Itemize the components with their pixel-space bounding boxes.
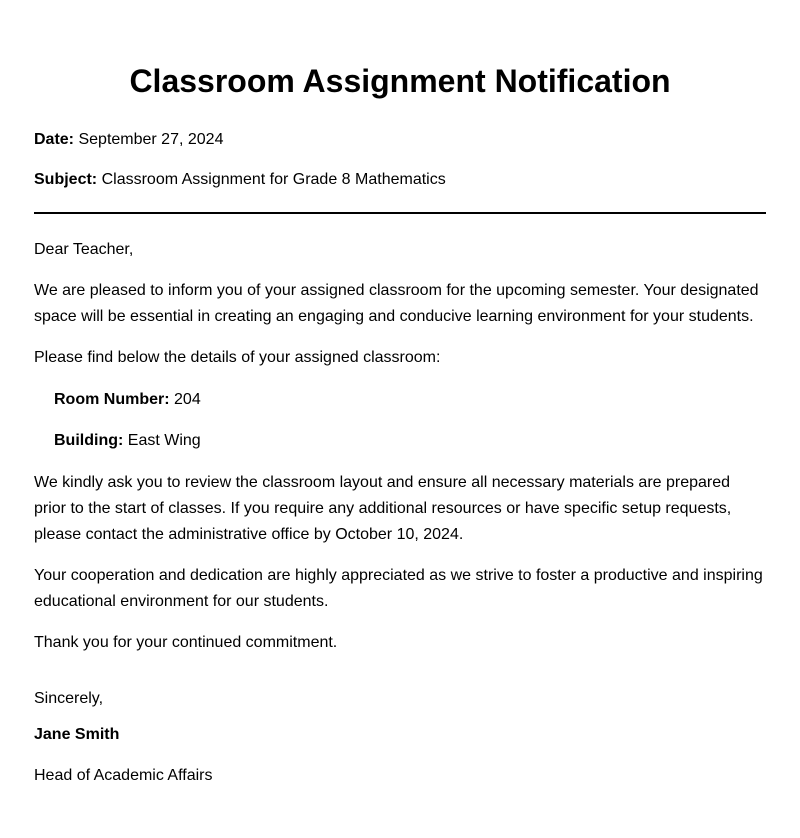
- detail-room-number: [54, 387, 766, 413]
- date-value: September 27, 2024: [78, 131, 224, 148]
- subject-line: [34, 170, 766, 190]
- detail-value: East Wing: [127, 432, 201, 449]
- request-paragraph: We kindly ask you to review the classroom layout and ensure all necessary materials are prepared prior to the start of classes. If you require any additional resources or have specific setup requests, please contact the administrative office by October 10, 2024.: [34, 474, 732, 543]
- subject-value: Classroom Assignment for Grade 8 Mathematics: [101, 171, 446, 188]
- salutation: Dear Teacher,: [34, 241, 134, 258]
- detail-label: Building:: [54, 432, 124, 449]
- detail-label: Room Number:: [54, 391, 170, 408]
- page-title: Classroom Assignment Notification: [129, 63, 671, 99]
- closing-line: Sincerely,: [34, 690, 104, 707]
- date-line: [34, 130, 766, 150]
- intro-paragraph: We are pleased to inform you of your assigned classroom for the upcoming semester. Your designated space will be essential in creating an engaging and conducive learning environment for your students.: [34, 282, 759, 325]
- subject-label: Subject:: [34, 171, 98, 188]
- signer-name: Jane Smith: [34, 726, 120, 743]
- date-label: Date:: [34, 131, 75, 148]
- details-intro: Please find below the details of your assigned classroom:: [34, 349, 441, 366]
- detail-building: [54, 428, 766, 454]
- detail-value: 204: [174, 391, 201, 408]
- thanks-line: Thank you for your continued commitment.: [34, 634, 338, 651]
- header-divider: [34, 212, 766, 214]
- cooperation-paragraph: Your cooperation and dedication are highly appreciated as we strive to foster a productive and inspiring educational environment for our students.: [34, 567, 763, 610]
- signer-title: Head of Academic Affairs: [34, 767, 213, 784]
